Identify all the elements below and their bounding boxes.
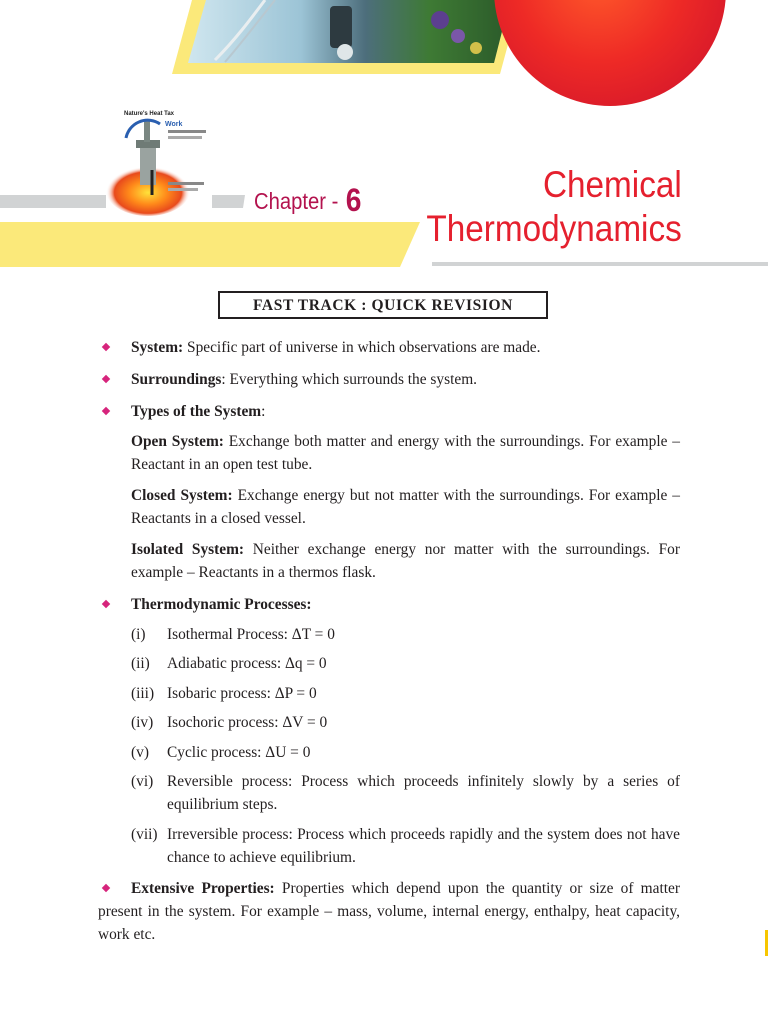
term-types: Types of the System [131, 403, 262, 420]
text-isolated-system: Neither exchange energy nor matter with the surroundings. For example – Reactants in a thermos flask. [131, 541, 681, 581]
term-closed-system: Closed System: [131, 487, 233, 504]
bullet-processes [98, 593, 680, 616]
term-surroundings: Surroundings [131, 371, 222, 388]
process-list [98, 623, 680, 869]
process-text: Irreversible process: Process which proceeds rapidly and the system does not have chance to achieve equilibrium. [167, 825, 680, 866]
text-types: : [261, 403, 266, 420]
process-text: Isothermal Process: ΔT = 0 [167, 625, 335, 643]
chapter-word: Chapter - [254, 188, 339, 214]
text-closed-system: Exchange energy but not matter with the surroundings. For example – Reactants in a closed vessel. [131, 487, 680, 527]
process-item [98, 711, 680, 734]
diamond-bullet-icon [102, 375, 110, 383]
chapter-label [254, 180, 361, 217]
diamond-bullet-icon [102, 343, 110, 351]
process-item [98, 623, 680, 646]
chapter-title-line1: Chemical [543, 164, 682, 205]
text-system: Specific part of universe in which observations are made. [183, 339, 541, 356]
process-number: (iv) [131, 714, 154, 731]
text-extensive: Properties which depend upon the quantity or size of matter present in the system. For example – mass, volume, internal energy, enthalpy, heat capacity, work etc. [98, 879, 680, 943]
process-text: Isochoric process: ΔV = 0 [167, 714, 328, 731]
process-item [98, 682, 680, 705]
bullet-types [98, 400, 680, 423]
fast-track-heading: FAST TRACK : QUICK REVISION [218, 291, 548, 319]
term-isolated-system: Isolated System: [131, 541, 245, 558]
process-number: (i) [131, 625, 146, 643]
text-open-system: Exchange both matter and energy with the surroundings. For example – Reactant in an open test tube. [131, 433, 680, 473]
open-system [98, 430, 680, 476]
term-system: System: [131, 339, 184, 356]
process-text: Cyclic process: ΔU = 0 [167, 743, 311, 761]
chapter-title-line2: Thermodynamics [426, 208, 682, 249]
process-text: Isobaric process: ΔP = 0 [167, 684, 317, 702]
inset-caption-work: Work [165, 121, 183, 128]
process-number: (v) [131, 743, 149, 761]
process-text: Reversible process: Process which proceeds infinitely slowly by a series of equilibrium steps. [167, 773, 680, 813]
text-surroundings: : Everything which surrounds the system. [221, 371, 478, 388]
process-item [98, 652, 680, 675]
inset-caption-title: Nature's Heat Tax [124, 111, 175, 117]
term-processes: Thermodynamic Processes: [131, 596, 312, 613]
closed-system [98, 484, 680, 530]
bullet-system [98, 336, 680, 359]
bullet-surroundings [98, 368, 680, 391]
term-extensive: Extensive Properties: [131, 879, 275, 897]
diamond-bullet-icon [102, 600, 110, 608]
process-item [98, 741, 680, 764]
process-number: (vii) [131, 825, 158, 843]
diamond-bullet-icon [102, 883, 110, 891]
bullet-extensive [98, 877, 680, 946]
chapter-title [427, 163, 682, 251]
process-item [98, 770, 680, 816]
process-number: (iii) [131, 684, 155, 702]
process-item [98, 823, 680, 869]
isolated-system [98, 538, 680, 584]
chapter-number: 6 [345, 182, 362, 218]
process-number: (ii) [131, 655, 150, 672]
diamond-bullet-icon [102, 407, 110, 415]
process-number: (vi) [131, 773, 154, 790]
revision-content [98, 336, 680, 955]
process-text: Adiabatic process: Δq = 0 [167, 655, 327, 672]
term-open-system: Open System: [131, 433, 224, 450]
